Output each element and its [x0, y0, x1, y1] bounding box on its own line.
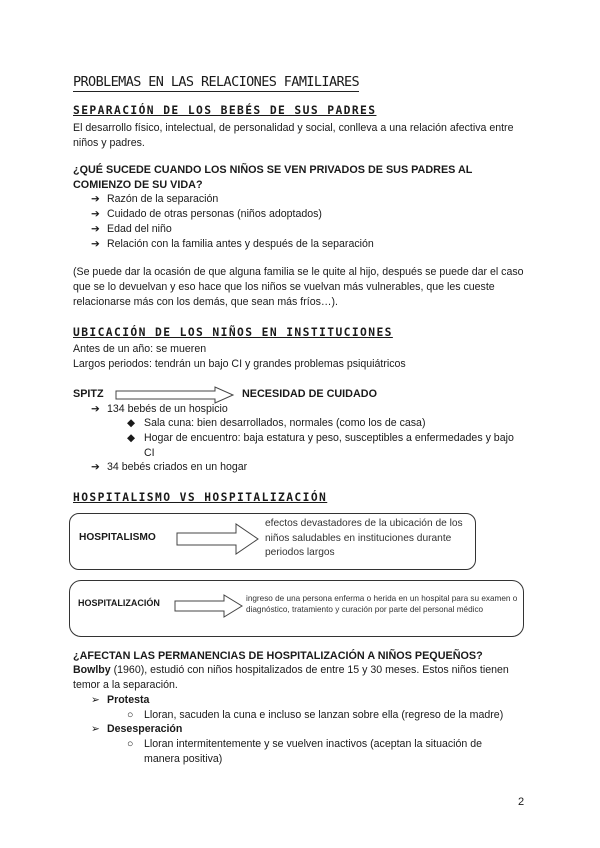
- circle-bullet-icon: ○: [127, 738, 134, 750]
- circle-bullet-icon: ○: [127, 709, 134, 721]
- list-item: ➔ Edad del niño: [91, 223, 172, 235]
- list-subitem: ◆ Sala cuna: bien desarrollados, normales (como los de casa): [127, 417, 426, 429]
- diamond-bullet-icon: ◆: [127, 432, 136, 444]
- hospitalizacion-text: ingreso de una persona enferma o herida en un hospital para su examen o diagnóstico, tratamiento y curación por parte del personal médico: [246, 594, 518, 614]
- arrow-bullet-icon: ➔: [91, 403, 100, 415]
- phase-text-protesta: ○ Lloran, sacuden la cuna e incluso se lanzan sobre ella (regreso de la madre): [127, 709, 504, 721]
- section1-intro: El desarrollo físico, intelectual, de personalidad y social, conlleva a una relación afectiva entre niños y padres.: [73, 122, 514, 149]
- bowlby-paragraph: [73, 663, 528, 693]
- arrowhead-bullet-icon: ➢: [91, 694, 100, 706]
- arrow-bullet-icon: ➔: [91, 238, 100, 250]
- section1-note: (Se puede dar la ocasión de que alguna familia se le quite al hijo, después se puede dar el caso que se lo devuelvan y eso hace que los niños se vuelvan más vulnerables, que les cueste relacionarse más con los demás, que sean más fríos…).: [73, 266, 524, 308]
- arrowhead-bullet-icon: ➢: [91, 723, 100, 735]
- list-item: ➔ Relación con la familia antes y después de la separación: [91, 238, 374, 250]
- arrow-bullet-icon: ➔: [91, 208, 100, 220]
- list-item: ➔ 134 bebés de un hospicio: [91, 403, 228, 415]
- page-title: PROBLEMAS EN LAS RELACIONES FAMILIARES: [73, 74, 360, 90]
- arrow-bullet-icon: ➔: [91, 223, 100, 235]
- spitz-result: NECESIDAD DE CUIDADO: [242, 388, 377, 400]
- hospitalismo-text: efectos devastadores de la ubicación de los niños saludables en instituciones durante periodos largos: [265, 518, 463, 558]
- section-heading-separacion: SEPARACIÓN DE LOS BEBÉS DE SUS PADRES: [73, 104, 377, 117]
- phase-text-desesperacion: ○ Lloran intermitentemente y se vuelven inactivos (aceptan la situación de manera positiva): [127, 738, 483, 765]
- hospitalizacion-arrow-icon: [174, 594, 244, 618]
- hospitalizacion-label: HOSPITALIZACIÓN: [78, 598, 160, 608]
- page-number: 2: [518, 796, 525, 808]
- section-heading-ubicacion: UBICACIÓN DE LOS NIÑOS EN INSTITUCIONES: [73, 326, 393, 339]
- section1-question: ¿QUÉ SUCEDE CUANDO LOS NIÑOS SE VEN PRIVADOS DE SUS PADRES AL COMIENZO DE SU VIDA?: [73, 164, 473, 191]
- section-heading-hospitalismo: HOSPITALISMO VS HOSPITALIZACIÓN: [73, 491, 328, 504]
- section1-list: [91, 192, 374, 252]
- arrow-bullet-icon: ➔: [91, 193, 100, 205]
- section2-line1: Antes de un año: se mueren: [73, 343, 207, 355]
- arrow-bullet-icon: ➔: [91, 461, 100, 473]
- spitz-label: SPITZ: [73, 388, 104, 400]
- list-subitem: ◆ Hogar de encuentro: baja estatura y peso, susceptibles a enfermedades y bajo CI: [127, 432, 514, 459]
- list-item: ➔ 34 bebés criados en un hogar: [91, 461, 248, 473]
- bowlby-text: (1960), estudió con niños hospitalizados de entre 15 y 30 meses. Estos niños tienen temor a la separación.: [73, 664, 509, 691]
- section4-question: ¿AFECTAN LAS PERMANENCIAS DE HOSPITALIZACIÓN A NIÑOS PEQUEÑOS?: [73, 650, 483, 662]
- diamond-bullet-icon: ◆: [127, 417, 136, 429]
- phase-label-protesta: ➢ Protesta: [91, 694, 150, 706]
- hospitalismo-arrow-icon: [176, 522, 260, 556]
- list-item: ➔ Razón de la separación: [91, 193, 219, 205]
- hospitalismo-label: HOSPITALISMO: [79, 532, 156, 543]
- list-item: ➔ Cuidado de otras personas (niños adoptados): [91, 208, 322, 220]
- phase-label-desesperacion: ➢ Desesperación: [91, 723, 183, 735]
- section2-line2: Largos periodos: tendrán un bajo CI y grandes problemas psiquiátricos: [73, 358, 406, 370]
- bowlby-name: Bowlby: [73, 664, 111, 676]
